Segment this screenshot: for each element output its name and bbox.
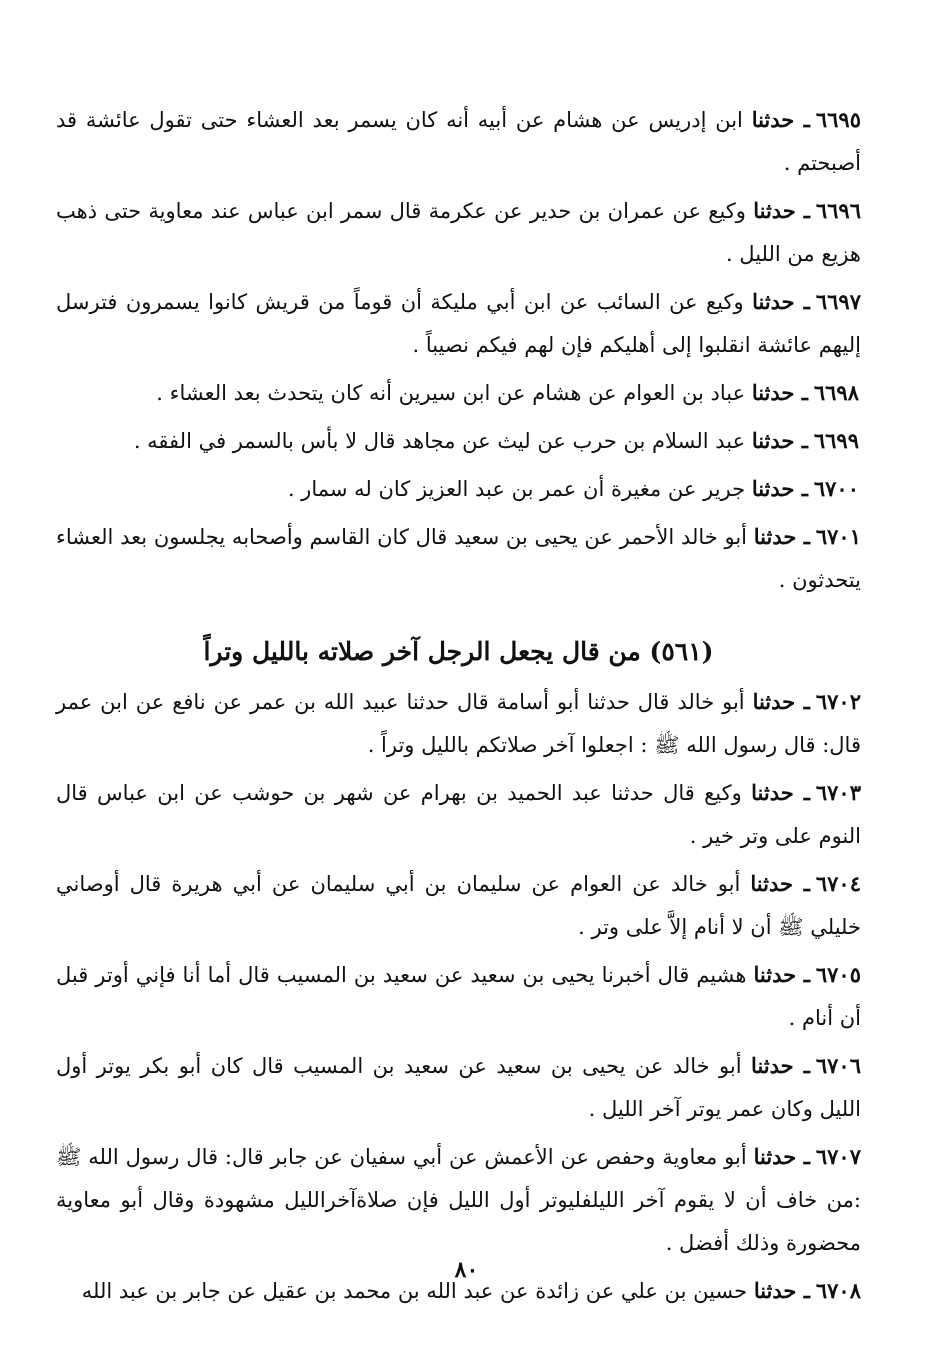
- hadith-text: أبو خالد قال حدثنا أبو أسامة قال حدثنا عبيد الله بن عمر عن نافع عن ابن عمر قال: قال رسول الله ﷺ : اجعلوا آخر صلاتكم بالليل وتراً .: [56, 690, 861, 757]
- hadith-number: ٦٧٠٦: [815, 1053, 861, 1078]
- hadith-lead: ـ حدثنا: [750, 871, 810, 896]
- hadith-text: عباد بن العوام عن هشام عن ابن سيرين أنه كان يتحدث بعد العشاء .: [156, 381, 746, 405]
- hadith-lead: ـ حدثنا: [751, 380, 808, 405]
- hadith-text: عبد السلام بن حرب عن ليث عن مجاهد قال لا بأس بالسمر في الفقه .: [133, 429, 746, 453]
- hadith-6698: [56, 371, 861, 415]
- hadith-lead: ـ حدثنا: [753, 962, 810, 987]
- hadith-number: ٦٧٠٣: [815, 780, 861, 805]
- hadith-text: أبو خالد الأحمر عن يحيى بن سعيد قال كان القاسم وأصحابه يجلسون بعد العشاء يتحدثون .: [56, 525, 861, 592]
- hadith-number: ٦٧٠٢: [815, 689, 861, 714]
- hadith-lead: ـ حدثنا: [751, 428, 808, 453]
- hadith-6699: [56, 419, 861, 463]
- hadith-6705: [56, 953, 861, 1040]
- hadith-number: ٦٧٠٨: [815, 1278, 861, 1303]
- hadith-lead: ـ حدثنا: [751, 476, 808, 501]
- hadith-text: جرير عن مغيرة أن عمر بن عبد العزيز كان له سمار .: [287, 477, 746, 501]
- hadith-number: ٦٦٩٦: [815, 198, 861, 223]
- chapter-heading: (٥٦١) من قال يجعل الرجل آخر صلاته بالليل وتراً: [203, 637, 714, 666]
- hadith-text: وكيع عن السائب عن ابن أبي مليكة أن قوماً من قريش كانوا يسمرون فترسل إليهم عائشة انقلبوا إلى أهليكم فإن لهم فيكم نصيباً .: [56, 290, 861, 357]
- page-number: ٨٠: [454, 1257, 479, 1283]
- hadith-number: ٦٧٠٧: [815, 1144, 861, 1169]
- hadith-text: ابن إدريس عن هشام عن أبيه أنه كان يسمر بعد العشاء حتى تقول عائشة قد أصبحتم .: [56, 108, 861, 175]
- hadith-lead: ـ حدثنا: [753, 198, 810, 223]
- hadith-number: ٦٧٠١: [815, 524, 861, 549]
- hadith-6695: [56, 98, 861, 185]
- hadith-lead: ـ حدثنا: [753, 1278, 810, 1303]
- section-hadith-list-1: [56, 98, 861, 602]
- hadith-6707: [56, 1135, 861, 1265]
- hadith-number: ٦٦٩٩: [813, 428, 859, 453]
- hadith-number: ٦٦٩٧: [815, 289, 861, 314]
- section-hadith-list-2: [56, 680, 861, 1313]
- hadith-text: أبو معاوية وحفص عن الأعمش عن أبي سفيان عن جابر قال: قال رسول الله ﷺ :من خاف أن لا يقوم آخر الليلفليوتر أول الليل فإن صلاةآخرالليل مشهودة وقال أبو معاوية محضورة وذلك أفضل .: [56, 1145, 861, 1255]
- hadith-text: وكيع عن عمران بن حدير عن عكرمة قال سمر ابن عباس عند معاوية حتى ذهب هزيع من الليل .: [56, 199, 861, 266]
- hadith-number: ٦٦٩٨: [813, 380, 859, 405]
- hadith-6701: [56, 515, 861, 602]
- hadith-6697: [56, 280, 861, 367]
- hadith-6704: [56, 862, 861, 949]
- hadith-text: وكيع قال حدثنا عبد الحميد بن بهرام عن شهر بن حوشب عن ابن عباس قال النوم على وتر خير .: [56, 781, 861, 848]
- hadith-lead: ـ حدثنا: [753, 524, 810, 549]
- hadith-lead: ـ حدثنا: [752, 289, 810, 314]
- hadith-6702: [56, 680, 861, 767]
- hadith-text: هشيم قال أخبرنا يحيى بن سعيد عن سعيد بن المسيب قال أما أنا فإني أوتر قبل أن أنام .: [56, 963, 861, 1030]
- hadith-text: حسين بن علي عن زائدة عن عبد الله بن محمد بن عقيل عن جابر بن عبد الله: [81, 1279, 748, 1303]
- hadith-lead: ـ حدثنا: [751, 1053, 810, 1078]
- hadith-6700: [56, 467, 861, 511]
- hadith-number: ٦٦٩٥: [815, 107, 861, 132]
- hadith-text: أبو خالد عن يحيى بن سعيد عن سعيد بن المسيب قال كان أبو بكر يوتر أول الليل وكان عمر يوتر آخر الليل .: [56, 1054, 861, 1121]
- hadith-6696: [56, 189, 861, 276]
- hadith-number: ٦٧٠٥: [815, 962, 861, 987]
- hadith-lead: ـ حدثنا: [753, 1144, 810, 1169]
- hadith-6703: [56, 771, 861, 858]
- hadith-number: ٦٧٠٠: [813, 476, 859, 501]
- hadith-lead: ـ حدثنا: [751, 780, 810, 805]
- hadith-lead: ـ حدثنا: [752, 689, 810, 714]
- hadith-number: ٦٧٠٤: [815, 871, 861, 896]
- hadith-6706: [56, 1044, 861, 1131]
- hadith-lead: ـ حدثنا: [751, 107, 810, 132]
- hadith-text: أبو خالد عن العوام عن سليمان بن أبي سليمان عن أبي هريرة قال أوصاني خليلي ﷺ أن لا أنام إلاَّ على وتر .: [56, 872, 861, 939]
